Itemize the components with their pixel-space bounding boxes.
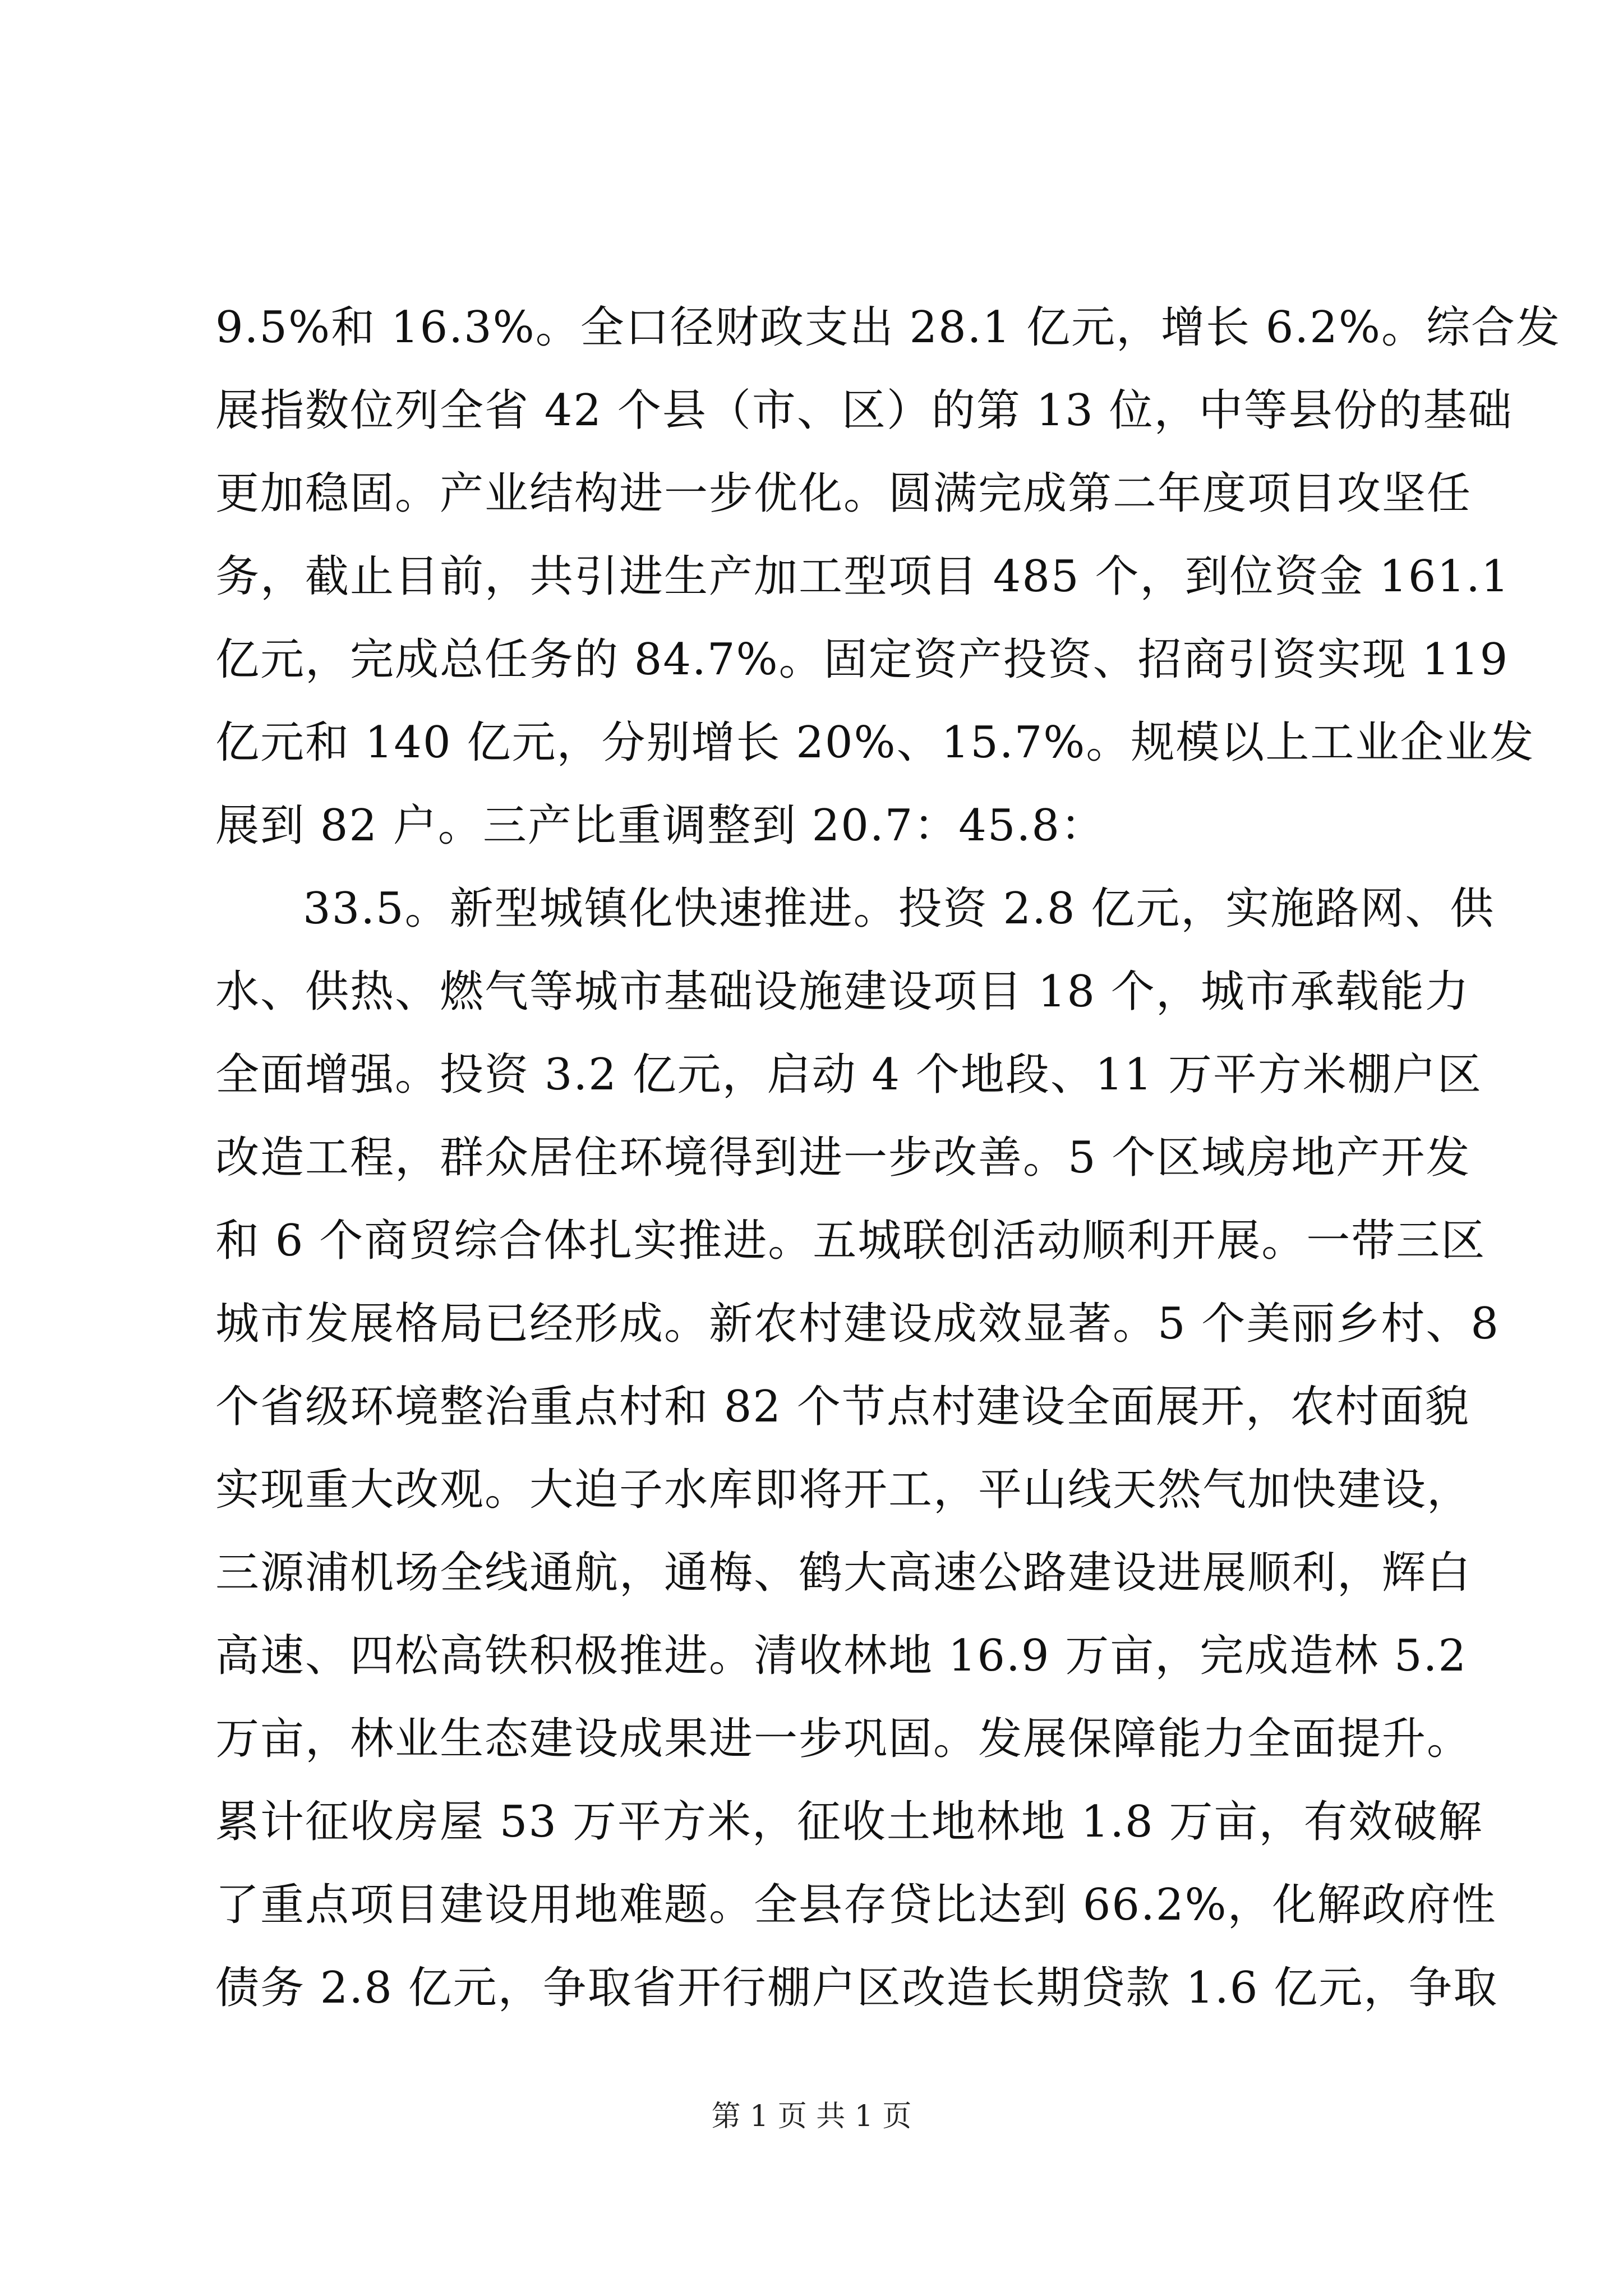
text-line: 累计征收房屋 53 万平方米，征收土地林地 1.8 万亩，有效破解 bbox=[215, 1797, 1483, 1847]
text-line: 高速、四松高铁积极推进。清收林地 16.9 万亩，完成造林 5.2 bbox=[215, 1631, 1468, 1681]
text-line: 改造工程，群众居住环境得到进一步改善。5 个区域房地产开发 bbox=[215, 1133, 1471, 1183]
text-line: 万亩，林业生态建设成果进一步巩固。发展保障能力全面提升。 bbox=[215, 1714, 1472, 1764]
text-line: 三源浦机场全线通航，通梅、鹤大高速公路建设进展顺利，辉白 bbox=[215, 1548, 1472, 1598]
text-line: 和 6 个商贸综合体扎实推进。五城联创活动顺利开展。一带三区 bbox=[215, 1216, 1486, 1266]
text-line: 务，截止目前，共引进生产加工型项目 485 个，到位资金 161.1 bbox=[215, 551, 1510, 602]
text-line: 更加稳固。产业结构进一步优化。圆满完成第二年度项目攻坚任 bbox=[215, 468, 1472, 519]
text-line: 9.5%和 16.3%。全口径财政支出 28.1 亿元，增长 6.2%。综合发 bbox=[215, 302, 1561, 353]
text-line: 债务 2.8 亿元，争取省开行棚户区改造长期贷款 1.6 亿元，争取 bbox=[215, 1963, 1498, 2013]
text-line: 个省级环境整治重点村和 82 个节点村建设全面展开，农村面貌 bbox=[215, 1382, 1470, 1432]
text-line: 展到 82 户。三产比重调整到 20.7：45.8： bbox=[215, 800, 1105, 851]
text-line: 了重点项目建设用地难题。全县存贷比达到 66.2%，化解政府性 bbox=[215, 1880, 1497, 1930]
text-line: 33.5。新型城镇化快速推进。投资 2.8 亿元，实施路网、供 bbox=[303, 884, 1495, 934]
text-line: 城市发展格局已经形成。新农村建设成效显著。5 个美丽乡村、8 bbox=[215, 1299, 1500, 1349]
text-line: 亿元和 140 亿元，分别增长 20%、15.7%。规模以上工业企业发 bbox=[215, 717, 1535, 768]
text-line: 实现重大改观。大迫子水库即将开工，平山线天然气加快建设， bbox=[215, 1465, 1472, 1515]
page-footer: 第 1 页 共 1 页 bbox=[711, 2100, 912, 2133]
text-line: 展指数位列全省 42 个县（市、区）的第 13 位，中等县份的基础 bbox=[215, 385, 1513, 436]
body-text bbox=[215, 286, 1561, 2030]
text-line: 亿元，完成总任务的 84.7%。固定资产投资、招商引资实现 119 bbox=[215, 634, 1509, 685]
text-line: 水、供热、燃气等城市基础设施建设项目 18 个，城市承载能力 bbox=[215, 967, 1470, 1017]
text-line: 全面增强。投资 3.2 亿元，启动 4 个地段、11 万平方米棚户区 bbox=[215, 1050, 1482, 1100]
